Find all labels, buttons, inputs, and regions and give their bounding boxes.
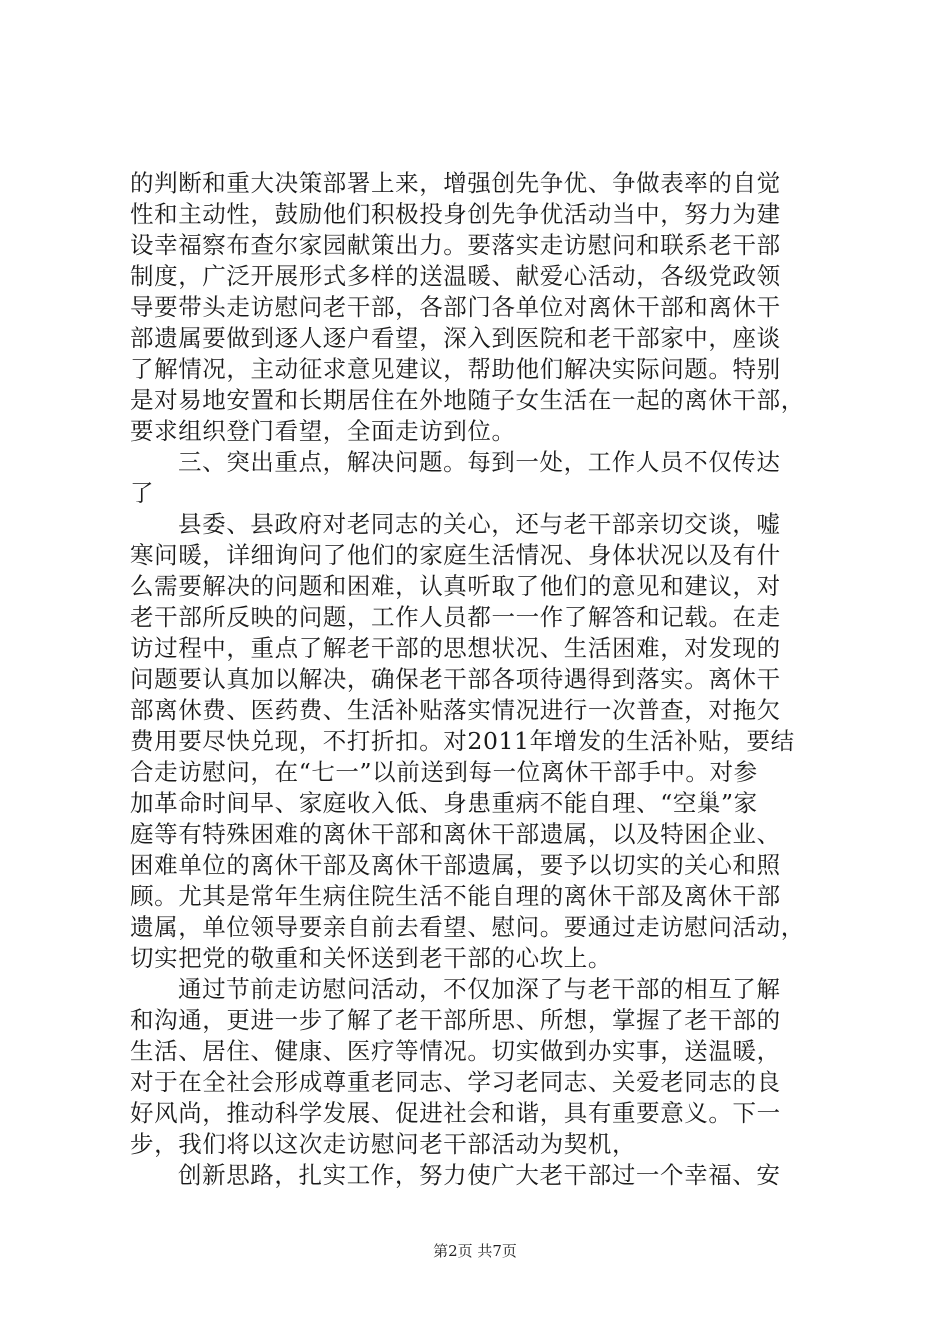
page-number-footer: 第2页 共7页 <box>433 1242 517 1260</box>
text-line: 顾。尤其是常年生病住院生活不能自理的离休干部及离休干部 <box>130 882 781 910</box>
text-line: 寒问暖，详细询问了他们的家庭生活情况、身体状况以及有什 <box>130 541 781 569</box>
text-line: 性和主动性，鼓励他们积极投身创先争优活动当中，努力为建 <box>130 200 781 228</box>
text-line: 的判断和重大决策部署上来，增强创先争优、争做表率的自觉 <box>130 169 781 197</box>
text-line: 好风尚，推动科学发展、促进社会和谐，具有重要意义。下一 <box>130 1099 781 1127</box>
text-line: 了解情况，主动征求意见建议，帮助他们解决实际问题。特别 <box>130 355 781 383</box>
text-line: 合走访慰问，在“七一”以前送到每一位离休干部手中。对参 <box>130 758 758 786</box>
text-line: 庭等有特殊困难的离休干部和离休干部遗属，以及特困企业、 <box>130 820 781 848</box>
text-line: 设幸福察布查尔家园献策出力。要落实走访慰问和联系老干部 <box>130 231 781 259</box>
text-line: 费用要尽快兑现，不打折扣。对2011年增发的生活补贴，要结 <box>130 727 795 755</box>
text-line: 访过程中，重点了解老干部的思想状况、生活困难，对发现的 <box>130 634 781 662</box>
section-heading-line: 三、突出重点，解决问题。每到一处，工作人员不仅传达 <box>178 448 781 476</box>
text-line: 了 <box>130 479 155 507</box>
text-line: 要求组织登门看望，全面走访到位。 <box>130 417 516 445</box>
text-line: 对于在全社会形成尊重老同志、学习老同志、关爱老同志的良 <box>130 1068 781 1096</box>
document-body <box>130 168 830 1191</box>
text-line: 部离休费、医药费、生活补贴落实情况进行一次普查，对拖欠 <box>130 696 781 724</box>
text-line: 遗属，单位领导要亲自前去看望、慰问。要通过走访慰问活动， <box>130 913 805 941</box>
text-line: 部遗属要做到逐人逐户看望，深入到医院和老干部家中，座谈 <box>130 324 781 352</box>
text-line: 问题要认真加以解决，确保老干部各项待遇得到落实。离休干 <box>130 665 781 693</box>
text-line: 么需要解决的问题和困难，认真听取了他们的意见和建议，对 <box>130 572 781 600</box>
text-line: 步，我们将以这次走访慰问老干部活动为契机， <box>130 1130 637 1158</box>
text-line: 切实把党的敬重和关怀送到老干部的心坎上。 <box>130 944 612 972</box>
text-line: 是对易地安置和长期居住在外地随子女生活在一起的离休干部， <box>130 386 805 414</box>
text-line: 加革命时间早、家庭收入低、身患重病不能自理、“空巢”家 <box>130 789 758 817</box>
text-line: 老干部所反映的问题，工作人员都一一作了解答和记载。在走 <box>130 603 781 631</box>
text-line: 导要带头走访慰问老干部，各部门各单位对离休干部和离休干 <box>130 293 781 321</box>
text-line: 困难单位的离休干部及离休干部遗属，要予以切实的关心和照 <box>130 851 781 879</box>
text-line: 和沟通，更进一步了解了老干部所思、所想，掌握了老干部的 <box>130 1006 781 1034</box>
text-line: 生活、居住、健康、医疗等情况。切实做到办实事，送温暖， <box>130 1037 781 1065</box>
paragraph-start-line: 县委、县政府对老同志的关心，还与老干部亲切交谈，嘘 <box>178 510 781 538</box>
paragraph-start-line: 创新思路，扎实工作，努力使广大老干部过一个幸福、安 <box>178 1161 781 1189</box>
text-line: 制度，广泛开展形式多样的送温暖、献爱心活动，各级党政领 <box>130 262 781 290</box>
paragraph-start-line: 通过节前走访慰问活动，不仅加深了与老干部的相互了解 <box>178 975 781 1003</box>
